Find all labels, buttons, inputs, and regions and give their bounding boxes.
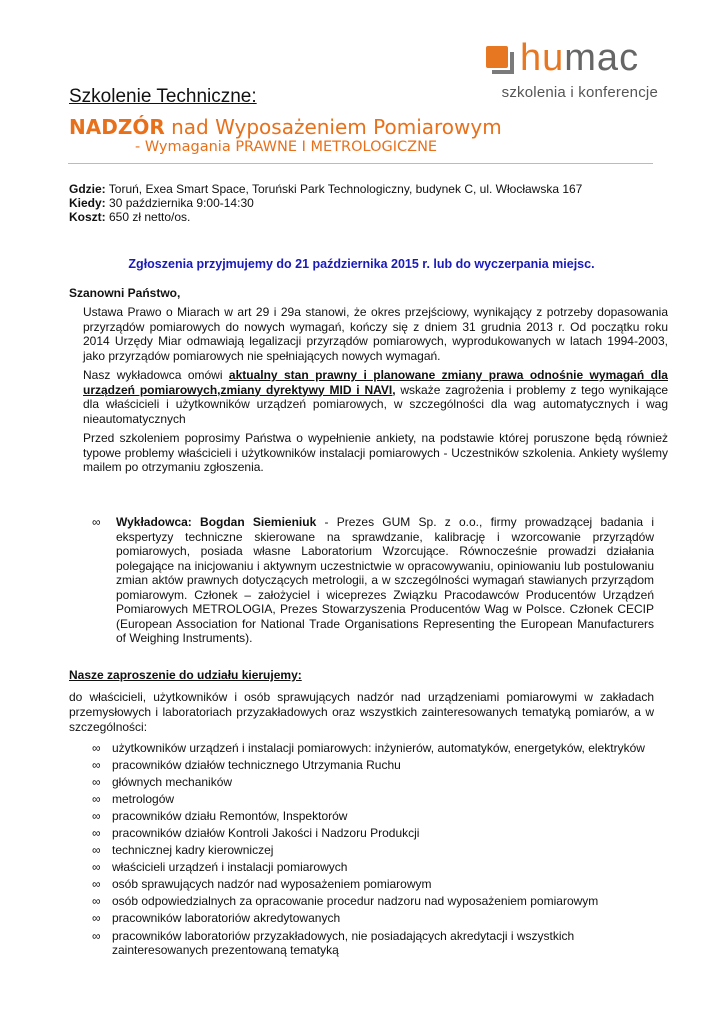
header-divider (68, 163, 653, 164)
lecturer-bio: ∞ Wykładowca: Bogdan Siemieniuk - Prezes GUM Sp. z o.o., firmy prowadzącej badania i ekspertyzy techniczne skierowane na sprawdzanie, kalibrację i wzorcowanie przyrządów pomiarowych, posiada własne Laboratorium Wzorcujące. Równocześnie prowadzi działania polegające na inicjowaniu i aktywnym uczestnictwie w opracowywaniu, opiniowaniu lub postulowaniu zmian aktów prawnych dotyczących metrologii, a w szczególności wymagań stawianych przyrządom pomiarowym. Członek – założyciel i wiceprezes Związku Pracodawców Producentów Urządzeń Pomiarowych METROLOGIA, Prezes Stowarzyszenia Producentów Wag w Polsce. Członek CECIP (European Association for National Trade Organisations Representing the European Manufacturers of Weighing Instruments). (92, 515, 654, 645)
event-date: Kiedy: 30 października 9:00-14:30 (69, 196, 254, 210)
greeting: Szanowni Państwo, (69, 286, 181, 300)
logo-wordmark: humac (520, 37, 640, 79)
training-subtitle: - Wymagania PRAWNE I METROLOGICZNE (135, 139, 438, 155)
infinity-bullet-icon: ∞ (92, 792, 101, 807)
infinity-bullet-icon: ∞ (92, 809, 101, 824)
list-item: ∞ głównych mechaników (92, 775, 233, 790)
list-item: ∞ pracowników działu Remontów, Inspektorów (92, 809, 348, 824)
infinity-bullet-icon: ∞ (92, 515, 101, 529)
humac-logo (486, 37, 658, 106)
paragraph-lecturer-topics: Nasz wykładowca omówi aktualny stan prawny i planowane zmiany prawa odnośnie wymagań dla urządzeń pomiarowych,zmiany dyrektywy MID i NAVI, wskaże zagrożenia i problemy z tego wynikające dla właścicieli i użytkowników urządzeń pomiarowych, w szczególności dla wag automatycznych i wag nieautomatycznych (83, 368, 669, 426)
logo-mark-icon (486, 46, 512, 72)
infinity-bullet-icon: ∞ (92, 860, 101, 875)
lecturer-name: Wykładowca: Bogdan Siemieniuk (116, 515, 317, 529)
infinity-bullet-icon: ∞ (92, 741, 101, 755)
list-item: ∞ technicznej kadry kierowniczej (92, 843, 274, 858)
invite-heading: Nasze zaproszenie do udziału kierujemy: (69, 668, 302, 682)
infinity-bullet-icon: ∞ (92, 826, 101, 841)
infinity-bullet-icon: ∞ (92, 775, 101, 790)
paragraph-survey: Przed szkoleniem poprosimy Państwa o wypełnienie ankiety, na podstawie której poruszone będą również typowe problemy właścicieli i użytkowników instalacji pomiarowych - Uczestników szkolenia. Ankiety wyślemy mailem po otrzymaniu zgłoszenia. (83, 431, 668, 474)
invite-intro: do właścicieli, użytkowników i osób sprawujących nadzór nad urządzeniami pomiarowymi w zakładach przemysłowych i laboratoriach przyzakładowych oraz wszystkich zainteresowanych tematyką pomiarów, a w szczególności: (69, 690, 654, 734)
infinity-bullet-icon: ∞ (92, 877, 101, 892)
paragraph-law: Ustawa Prawo o Miarach w art 29 i 29a stanowi, że okres przejściowy, wynikający z potrzeby dopasowania przyrządów pomiarowych do nowych wymagań, kończy się z dniem 31 grudnia 2013 r. Od początku roku 2014 Urzędy Miar odmawiają legalizacji przyrządów pomiarowych, wyprodukowanych w latach 1994-2003, jako przyrządów pomiarowych nie spełniających nowych wymagań. (83, 305, 668, 363)
infinity-bullet-icon: ∞ (92, 911, 101, 926)
event-location: Gdzie: Toruń, Exea Smart Space, Toruński Park Technologiczny, budynek C, ul. Włocławska 167 (69, 182, 583, 196)
event-info (69, 182, 582, 224)
list-item: ∞ pracowników laboratoriów przyzakładowych, nie posiadających akredytacji i wszystkich zainteresowanych prezentowaną tematyką (92, 928, 575, 958)
infinity-bullet-icon: ∞ (92, 894, 101, 909)
logo-tagline: szkolenia i konferencje (501, 84, 658, 101)
training-type: Szkolenie Techniczne: (69, 86, 257, 107)
infinity-bullet-icon: ∞ (92, 928, 101, 943)
list-item: ∞ pracowników działów Kontroli Jakości i Nadzoru Produkcji (92, 826, 420, 841)
infinity-bullet-icon: ∞ (92, 843, 101, 858)
list-item: ∞ osób sprawujących nadzór nad wyposażeniem pomiarowym (92, 877, 432, 892)
event-cost: Koszt: 650 zł netto/os. (69, 210, 191, 224)
infinity-bullet-icon: ∞ (92, 758, 101, 773)
audience-list (92, 741, 662, 960)
list-item: ∞ użytkowników urządzeń i instalacji pomiarowych: inżynierów, automatyków, energetyków, elektryków (92, 741, 645, 755)
list-item: ∞ pracowników laboratoriów akredytowanych (92, 911, 341, 926)
registration-deadline: Zgłoszenia przyjmujemy do 21 października 2015 r. lub do wyczerpania miejsc. (128, 257, 595, 271)
training-title: NADZÓR nad Wyposażeniem Pomiarowym (69, 115, 502, 139)
list-item: ∞ pracowników działów technicznego Utrzymania Ruchu (92, 758, 401, 773)
list-item: ∞ właścicieli urządzeń i instalacji pomiarowych (92, 860, 348, 875)
list-item: ∞ osób odpowiedzialnych za opracowanie procedur nadzoru nad wyposażeniem pomiarowym (92, 894, 599, 909)
list-item: ∞ metrologów (92, 792, 175, 807)
